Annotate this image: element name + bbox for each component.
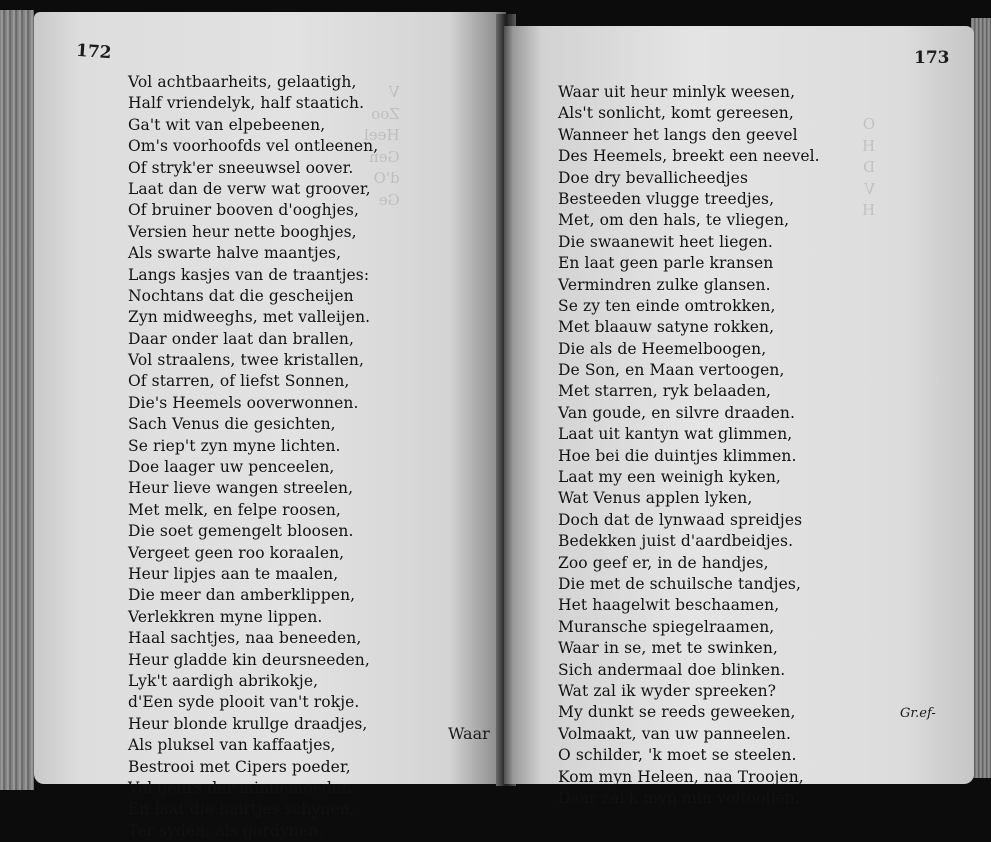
verse-line: Haal sachtjes, naa beneeden, [128,629,362,648]
verse-line: Heur blonde krullge draadjes, [128,714,368,733]
verse-line: Wat Venus applen lyken, [558,489,753,508]
verse-line: Doe dry bevallicheedjes [558,168,749,187]
verse-line: Vol straalens, twee kristallen, [128,351,365,370]
verse-line: Als't sonlicht, komt gereesen, [558,104,794,123]
verse-line: Langs kasjes van de traantjes: [128,265,370,284]
left-catchword: Waar [448,724,490,743]
verse-line: Wanneer het langs den geevel [558,125,798,144]
verse-line: Bestrooi met Cipers poeder, [128,757,351,776]
right-verse [558,82,820,809]
verse-line: Daar zal'k myn min voltooijen. [558,788,800,807]
verse-line: Wat zal ik wyder spreeken? [558,681,777,700]
verse-line: Heur lieve wangen streelen, [128,479,354,498]
verse-line: Laat uit kantyn wat glimmen, [558,425,793,444]
verse-line: Ter syden, als gordynen. [128,821,324,840]
verse-line: Met melk, en felpe roosen, [128,500,341,519]
left-page [34,12,506,840]
verse-line: Volmaakt, van uw panneelen. [558,724,792,743]
verse-line: Vol geurs der minnemoeder. [128,778,353,797]
verse-line: Om's voorhoofds vel ontleenen, [128,137,379,156]
verse-line: Die meer dan amberklippen, [128,586,356,605]
verse-line: Sich andermaal doe blinken. [558,660,786,679]
verse-line: Het haagelwit beschaamen, [558,596,780,615]
verse-line: My dunkt se reeds geweeken, [558,703,796,722]
verse-line: Heur lipjes aan te maalen, [128,564,339,583]
verse-line: Van goude, en silvre draaden. [558,403,796,422]
verse-line: Bedekken juist d'aardbeidjes. [558,532,794,551]
verse-line: Als pluksel van kaffaatjes, [128,736,336,755]
right-page-number: 173 [914,48,950,68]
verse-line: En laat die hairtjes schynen, [128,800,355,819]
verse-line: Met starren, ryk belaaden, [558,382,772,401]
verse-line: Se riep't zyn myne lichten. [128,436,341,455]
show-through-text: V Zoo Heel Gen d'O Ge [364,83,400,209]
verse-line: Muransche spiegelraamen, [558,617,775,636]
verse-line: O schilder, 'k moet se steelen. [558,746,797,765]
verse-line: Heur gladde kin deursneeden, [128,650,370,669]
right-page-edges [971,18,991,778]
right-catchword: Gr.ef- [900,706,936,721]
verse-line: Se zy ten einde omtrokken, [558,296,776,315]
verse-line: Daar onder laat dan brallen, [128,329,355,348]
verse-line: Zoo geef er, in de handjes, [558,553,769,572]
show-through-text: O H D V H [862,115,876,219]
verse-line: De Son, en Maan vertoogen, [558,361,785,380]
verse-line: Sach Venus die gesichten, [128,415,336,434]
verse-line: Waar in se, met te swinken, [558,639,778,658]
verse-line: Lyk't aardigh abrikokje, [128,671,319,690]
verse-line: d'Een syde plooit van't rokje. [128,693,360,712]
verse-line: En laat geen parle kransen [558,254,774,273]
verse-line: Die met de schuilsche tandjes, [558,574,801,593]
left-page-number: 172 [75,40,113,64]
verse-line: Verlekkren myne lippen. [128,607,323,626]
verse-line: Of stryk'er sneeuwsel oover. [128,158,354,177]
verse-line: Laat my een weinigh kyken, [558,468,781,487]
verse-line: Besteeden vlugge treedjes, [558,189,775,208]
verse-line: Zyn midweeghs, met valleijen. [128,308,371,327]
verse-line: Die swaanewit heet liegen. [558,232,773,251]
right-page [504,26,974,807]
verse-line: Laat dan de verw wat groover, [128,179,371,198]
verse-line: Hoe bei die duintjes klimmen. [558,446,797,465]
verse-line: Vergeet geen roo koraalen, [128,543,345,562]
verse-line: Vol achtbaarheits, gelaatigh, [128,73,357,91]
verse-line: Die als de Heemelboogen, [558,339,767,358]
verse-line: Doch dat de lynwaad spreidjes [558,510,803,529]
verse-line: Vermindren zulke glansen. [558,275,771,294]
verse-line: Met, om den hals, te vliegen, [558,211,790,230]
left-page-edges [0,10,34,790]
verse-line: Ga't wit van elpebeenen, [128,115,326,134]
verse-line: Met blaauw satyne rokken, [558,318,775,337]
verse-line: Des Heemels, breekt een neevel. [558,147,820,166]
verse-line: Als swarte halve maantjes, [128,244,342,263]
verse-line: Doe laager uw penceelen, [128,458,335,477]
left-verse [128,72,378,842]
verse-line: Versien heur nette booghjes, [128,222,357,241]
verse-line: Half vriendelyk, half staatich. [128,94,365,113]
verse-line: Of bruiner booven d'ooghjes, [128,201,359,220]
verse-line: Die's Heemels ooverwonnen. [128,393,359,412]
verse-line: Nochtans dat die gescheijen [128,286,354,305]
verse-line: Kom myn Heleen, naa Troojen, [558,767,804,786]
verse-line: Of starren, of liefst Sonnen, [128,372,350,391]
verse-line: Waar uit heur minlyk weesen, [558,83,796,101]
verse-line: Die soet gemengelt bloosen. [128,522,354,541]
